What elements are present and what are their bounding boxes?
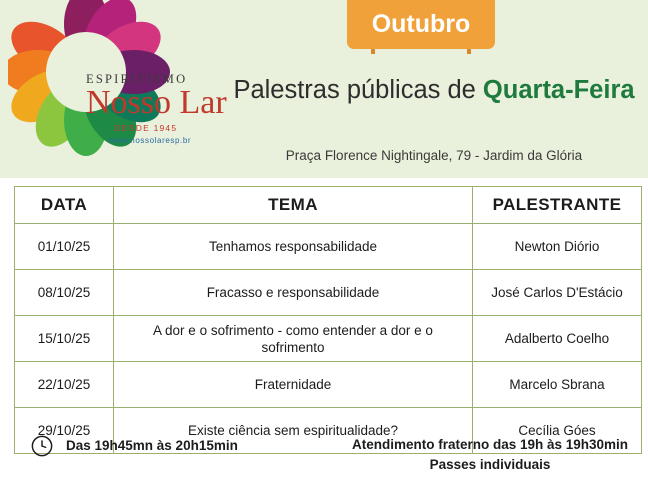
month-tag [347, 0, 495, 56]
title-highlight: Quarta-Feira [482, 76, 635, 104]
footer-service-info [340, 435, 640, 475]
footer-service-line-2: Passes individuais [429, 457, 551, 472]
column-header-palestrante: PALESTRANTE [473, 187, 642, 224]
logo [8, 0, 230, 165]
address-line: Praça Florence Nightingale, 79 - Jardim da Glória [285, 148, 583, 163]
cell-date: 01/10/25 [15, 224, 114, 270]
cell-date: 15/10/25 [15, 316, 114, 362]
cell-tema: Fracasso e responsabilidade [114, 270, 473, 316]
logo-name-text: Nosso Lar [86, 84, 227, 121]
column-header-data: DATA [15, 187, 114, 224]
clock-icon [31, 435, 53, 457]
poster-header [0, 0, 648, 178]
cell-palestrante: Newton Diório [473, 224, 642, 270]
logo-text [86, 72, 236, 145]
schedule-table [14, 186, 642, 454]
cell-palestrante: Adalberto Coelho [473, 316, 642, 362]
cell-date: 22/10/25 [15, 362, 114, 408]
footer-time-text: Das 19h45mn às 20h15min [66, 438, 238, 453]
cell-date: 08/10/25 [15, 270, 114, 316]
footer-service-line-1: Atendimento fraterno das 19h às 19h30min [351, 437, 629, 452]
logo-website-text: www.nossolaresp.br [108, 136, 192, 145]
table-header-row [15, 187, 642, 224]
table-row [15, 224, 642, 270]
cell-tema: Existe ciência sem espiritualidade? [114, 408, 473, 454]
cell-palestrante: José Carlos D'Estácio [473, 270, 642, 316]
cell-palestrante: Cecília Góes [473, 408, 642, 454]
poster-footer [0, 425, 648, 481]
month-label: Outubro [371, 10, 471, 38]
cell-palestrante: Marcelo Sbrana [473, 362, 642, 408]
column-header-tema: TEMA [114, 187, 473, 224]
title-prefix: Palestras públicas de [233, 76, 483, 104]
logo-espiritismo-text: ESPIRITISMO [86, 72, 188, 86]
cell-tema: Tenhamos responsabilidade [114, 224, 473, 270]
cell-tema: A dor e o sofrimento - como entender a dor e o sofrimento [114, 316, 473, 362]
table-row [15, 316, 642, 362]
cell-tema: Fraternidade [114, 362, 473, 408]
schedule-table-wrapper [14, 186, 634, 454]
table-row [15, 362, 642, 408]
month-badge [347, 0, 495, 49]
logo-since-text: DESDE 1945 [114, 123, 178, 133]
page-title [222, 76, 646, 105]
cell-date: 29/10/25 [15, 408, 114, 454]
table-row [15, 270, 642, 316]
